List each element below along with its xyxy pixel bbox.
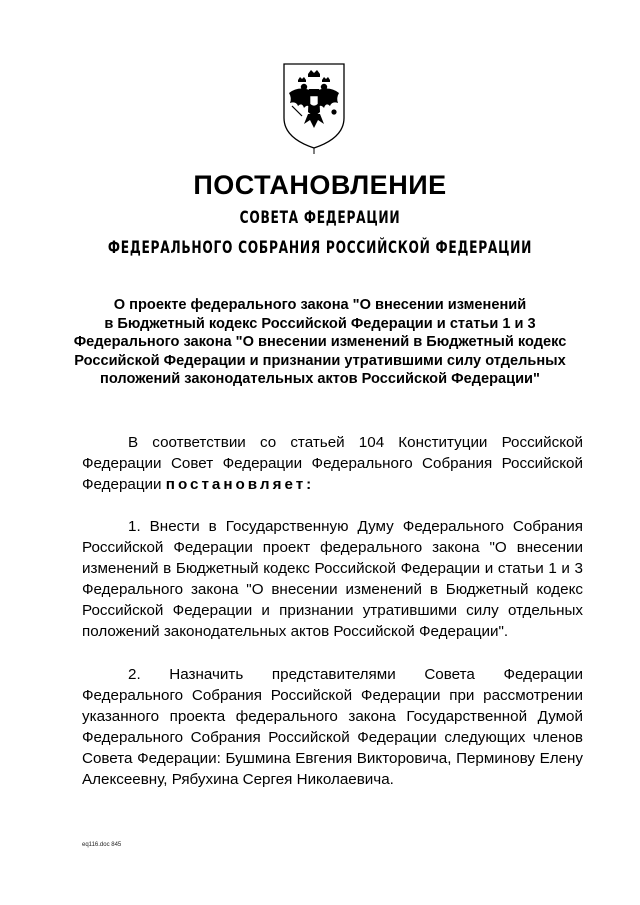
footer-file-reference: eq116.doc 845 <box>82 842 122 848</box>
document-title: ПОСТАНОВЛЕНИЕ <box>193 170 447 200</box>
heading-line: положений законодательных актов Российской Федерации" <box>100 371 540 387</box>
intro-paragraph <box>82 432 583 495</box>
heading-line: Российской Федерации и признании утратившими силу отдельных <box>74 352 566 369</box>
paragraph-2 <box>82 664 583 790</box>
paragraph-2-text: 2. Назначить представителями Совета Федерации Федерального Собрания Российской Федерации при рассмотрении указанного проекта федерального закона Государственной Думой Федерального Собрания Российской Федерации следующих членов Совета Федерации: Бушмина Евгения Викторовича, Перминову Елену Алексеевну, Рябухина Сергея Николаевича. <box>82 666 583 788</box>
heading-line: в Бюджетный кодекс Российской Федерации и статьи 1 и 3 <box>104 315 536 332</box>
heading-line: О проекте федерального закона "О внесении изменений <box>113 297 527 313</box>
paragraph-1 <box>82 516 583 642</box>
resolution-heading <box>70 296 570 389</box>
coat-of-arms-icon <box>280 60 348 156</box>
document-subtitle-line2: ФЕДЕРАЛЬНОГО СОБРАНИЯ РОССИЙСКОЙ ФЕДЕРАЦИИ <box>107 238 533 258</box>
heading-line: Федерального закона "О внесении изменений в Бюджетный кодекс <box>73 334 567 350</box>
paragraph-1-text: 1. Внести в Государственную Думу Федерального Собрания Российской Федерации проект федерального закона "О внесении изменений в Бюджетный кодекс Российской Федерации и статьи 1 и 3 Федерального закона "О внесении изменений в Бюджетный кодекс Российской Федерации и признании утратившими силу отдельных положений законодательных актов Российской Федерации". <box>82 518 583 640</box>
document-subtitle-line1: СОВЕТА ФЕДЕРАЦИИ <box>239 208 401 228</box>
intro-text: В соответствии со статьей 104 Конституции Российской Федерации Совет Федерации Федерального Собрания Российской Федерации <box>82 434 583 493</box>
intro-verb: постановляет: <box>165 476 315 493</box>
